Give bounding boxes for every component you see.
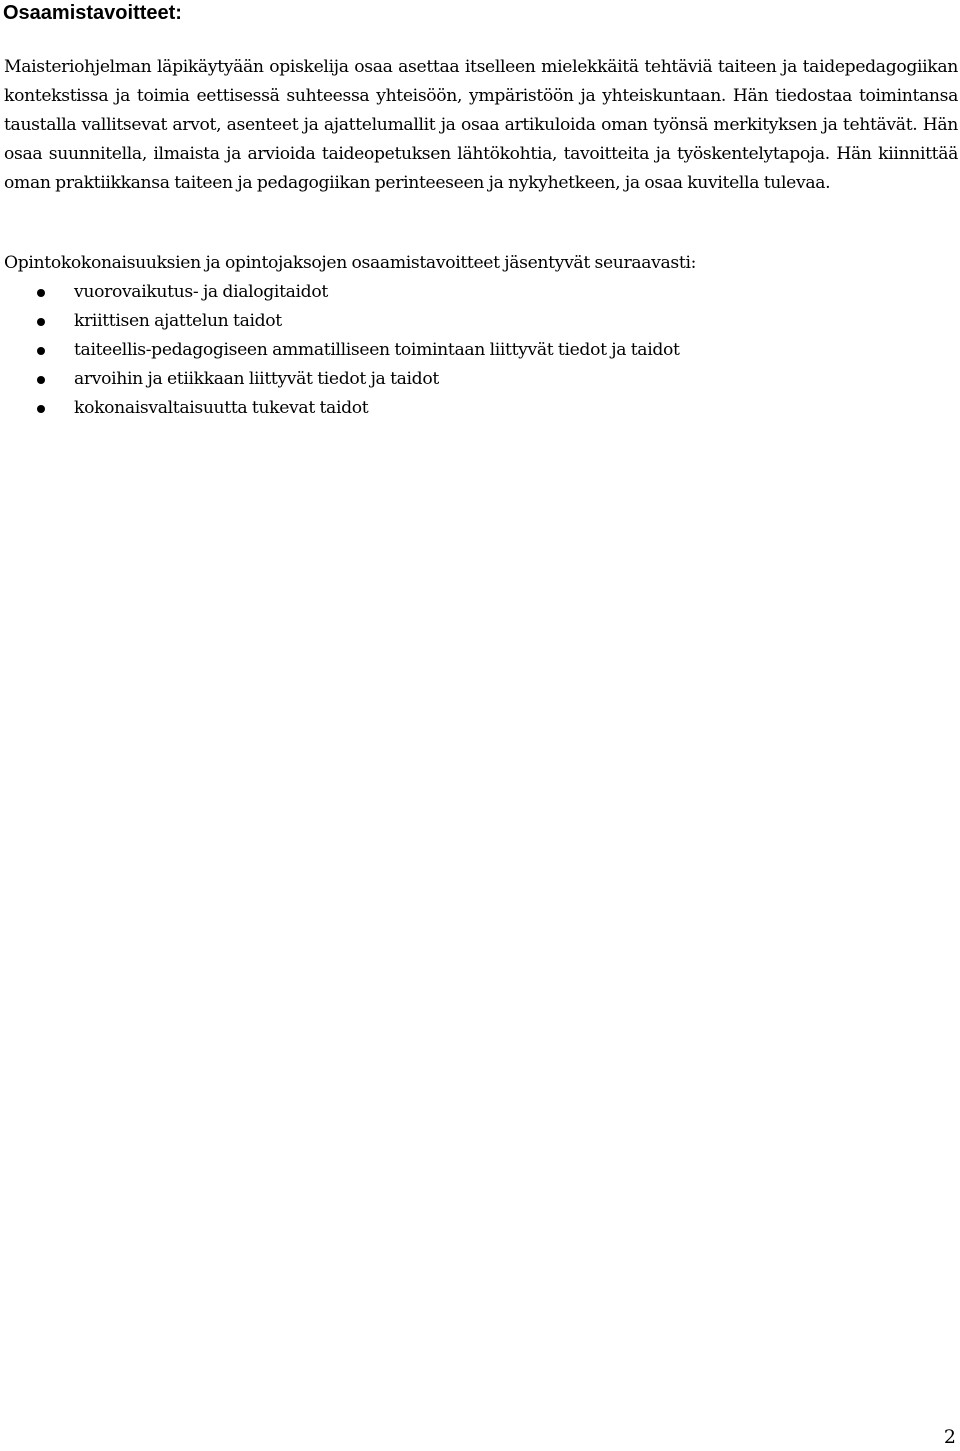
list-item-text: arvoihin ja etiikkaan liittyvät tiedot ja taidot [74, 369, 439, 389]
bullet-icon [37, 318, 45, 326]
section-heading: Osaamistavoitteet: [3, 2, 182, 24]
bullet-icon [37, 347, 45, 355]
learning-outcomes-paragraph: Maisteriohjelman läpikäytyään opiskelija osaa asettaa itselleen mielekkäitä tehtäviä taiteen ja taidepedagogiikan kontekstissa ja toimia eettisessä suhteessa yhteisöön, ympäristöön ja yhteiskuntaan. Hän tiedostaa toimintansa taustalla vallitsevat arvot, asenteet ja ajattelumallit ja osaa artikuloida oman työnsä merkityksen ja tehtävät. Hän osaa suunnitella, ilmaista ja arvioida taideopetuksen lähtökohtia, tavoitteita ja työskentelytapoja. Hän kiinnittää oman praktiikkansa taiteen ja pedagogiikan perinteeseen ja nykyhetkeen, ja osaa kuvitella tulevaa. [4, 57, 958, 193]
list-item-text: vuorovaikutus- ja dialogitaidot [74, 282, 328, 302]
list-item-text: kokonaisvaltaisuutta tukevat taidot [74, 398, 369, 418]
bullet-icon [37, 289, 45, 297]
list-item-text: kriittisen ajattelun taidot [74, 311, 282, 331]
list-intro: Opintokokonaisuuksien ja opintojaksojen osaamistavoitteet jäsentyvät seuraavasti: [4, 253, 697, 273]
bullet-icon [37, 405, 45, 413]
bullet-icon [37, 376, 45, 384]
list-item-text: taiteellis-pedagogiseen ammatilliseen toimintaan liittyvät tiedot ja taidot [74, 340, 680, 360]
page-number: 2 [943, 1426, 956, 1448]
